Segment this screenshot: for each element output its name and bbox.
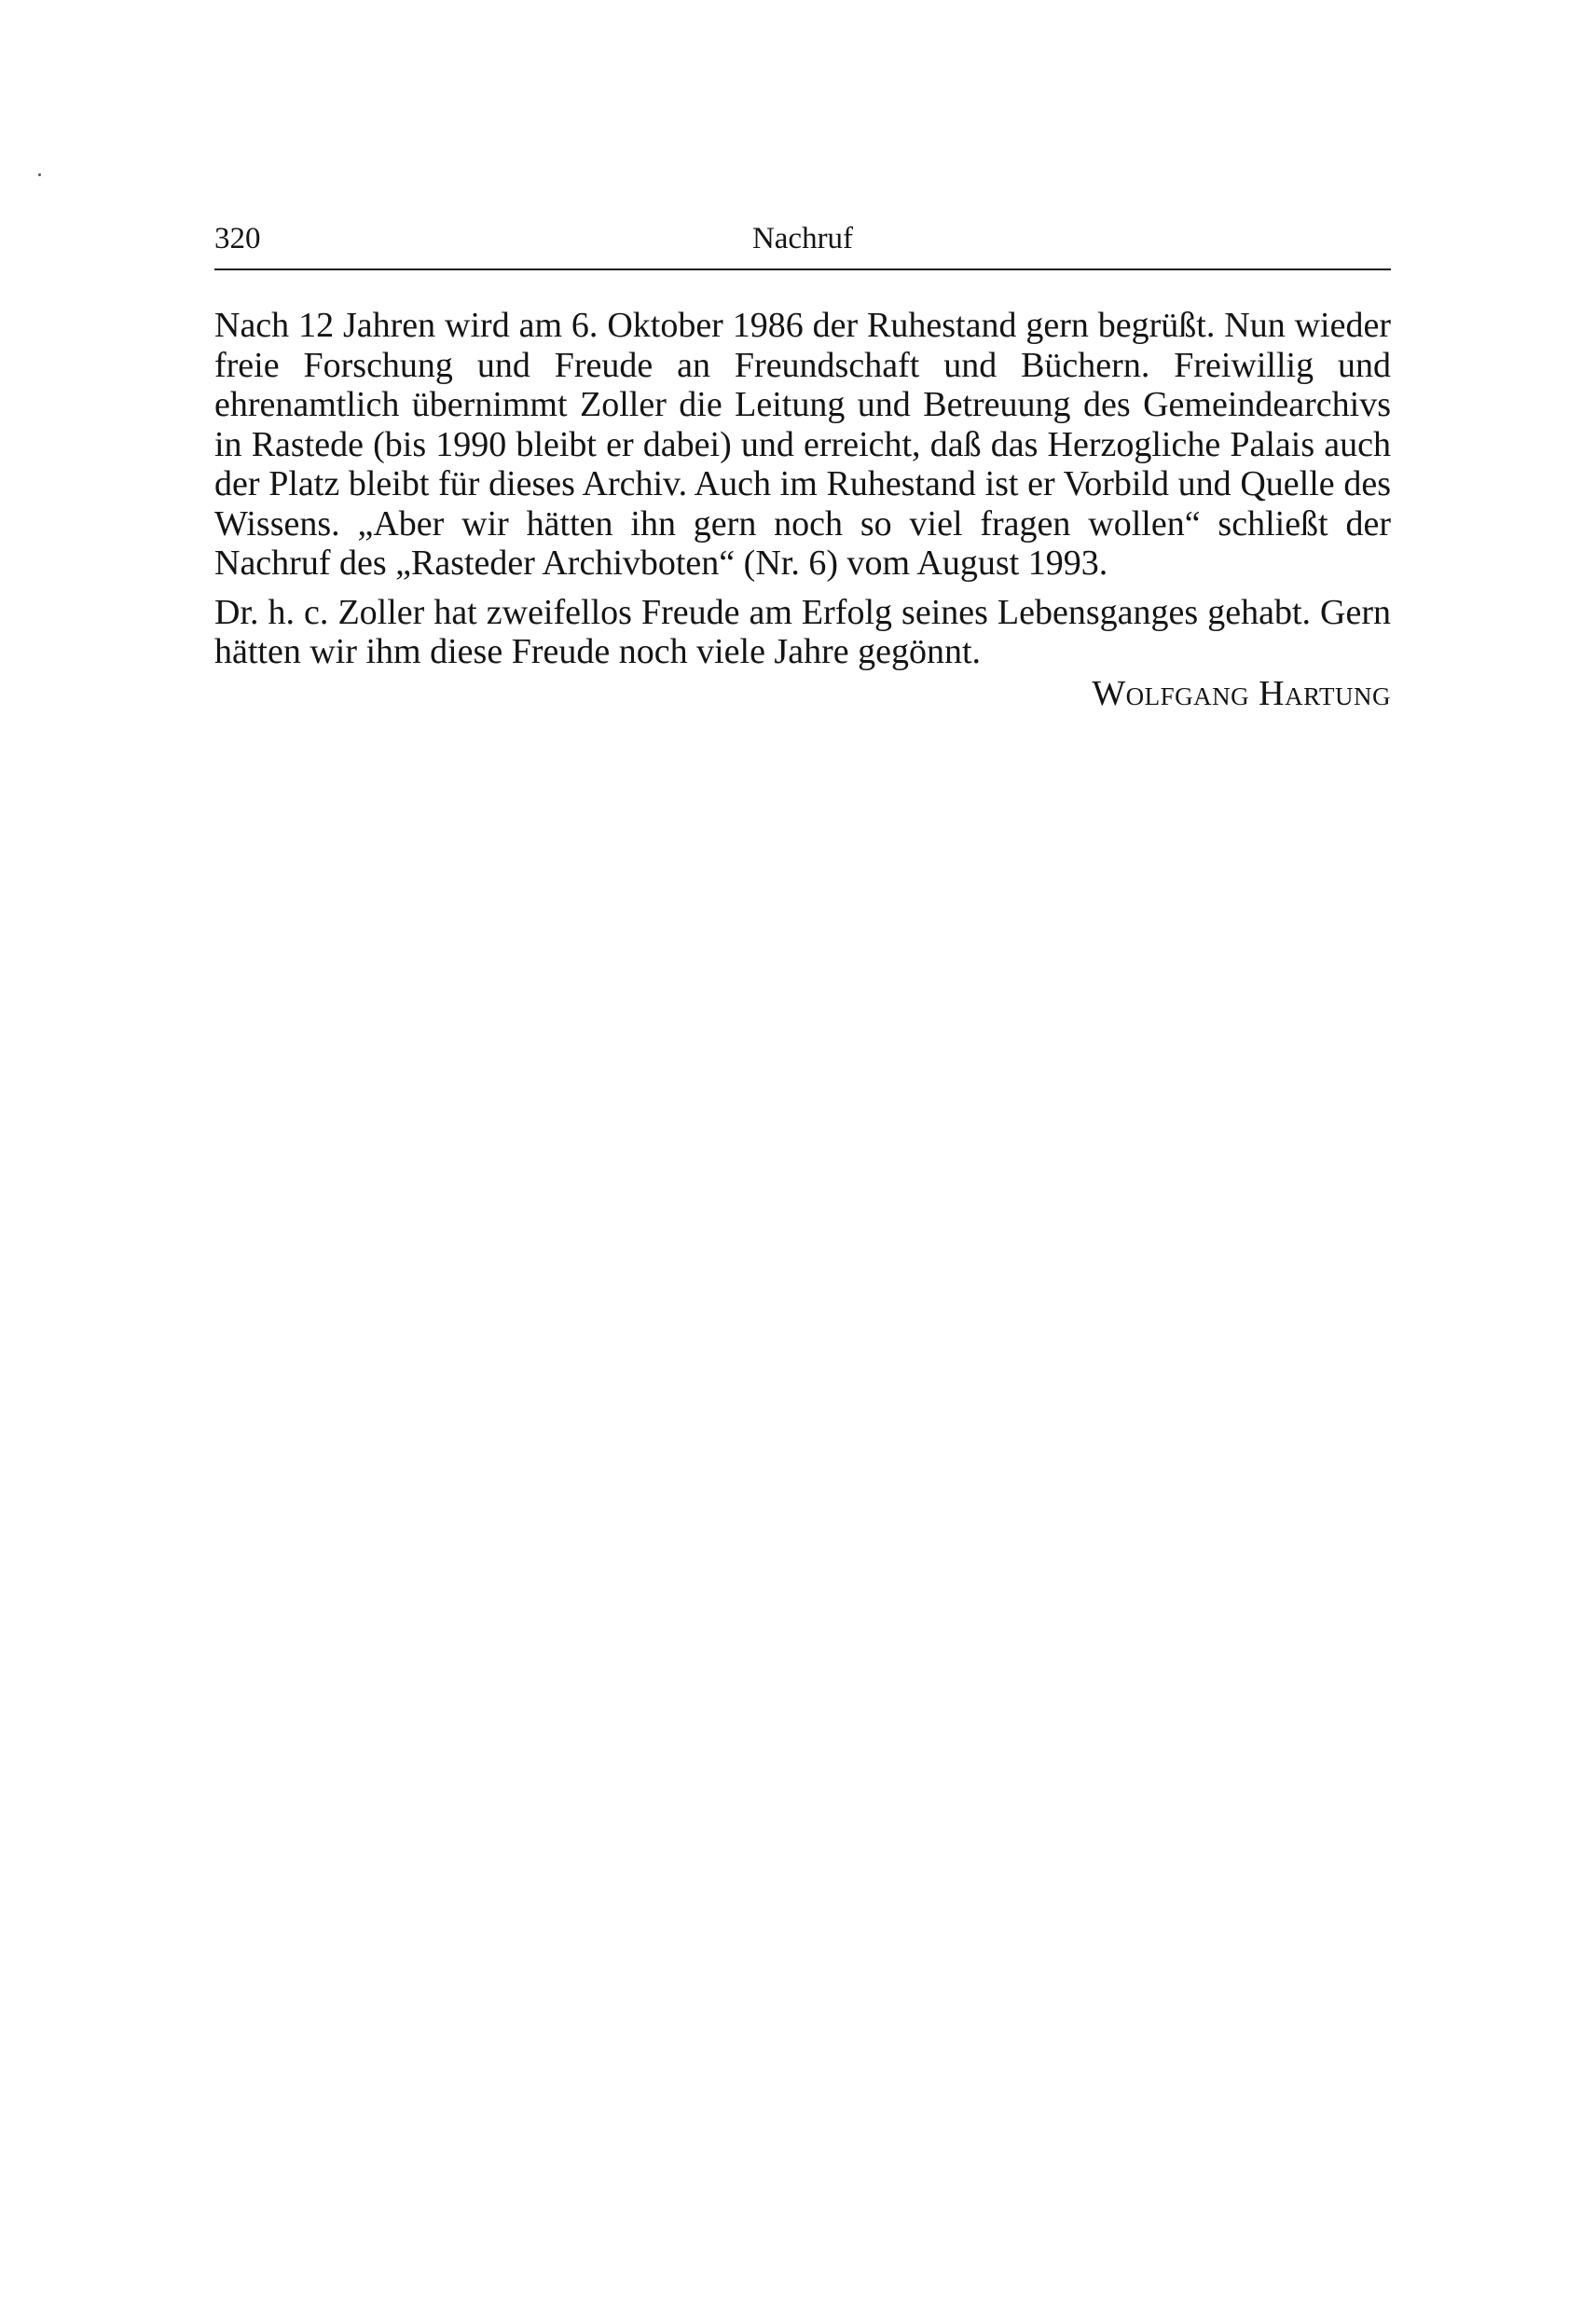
paragraph-closing: Dr. h. c. Zoller hat zweifellos Freude am Erfolg seines Lebensganges gehabt. Gern hätten wir ihm diese Freude noch viele Jahre gegönnt. bbox=[214, 592, 1391, 671]
paragraph-retirement: Nach 12 Jahren wird am 6. Oktober 1986 der Ruhestand gern begrüßt. Nun wieder freie Forschung und Freude an Freundschaft und Büchern. Freiwillig und ehrenamtlich übernimmt Zoller die Leitung und Betreuung des Gemeindearchivs in Rastede (bis 1990 bleibt er dabei) und erreicht, daß das Herzogliche Palais auch der Platz bleibt für dieses Archiv. Auch im Ruhestand ist er Vorbild und Quelle des Wissens. „Aber wir hätten ihn gern noch so viel fragen wollen“ schließt der Nachruf des „Rasteder Archivboten“ (Nr. 6) vom August 1993. bbox=[214, 306, 1391, 583]
scan-speck bbox=[38, 173, 41, 176]
page-header bbox=[214, 216, 1391, 268]
running-title: Nachruf bbox=[751, 222, 854, 255]
header-rule bbox=[214, 268, 1391, 270]
body-text bbox=[214, 306, 1391, 713]
author-signature: Wolfgang Hartung bbox=[1092, 673, 1391, 713]
page-number: 320 bbox=[214, 222, 261, 255]
